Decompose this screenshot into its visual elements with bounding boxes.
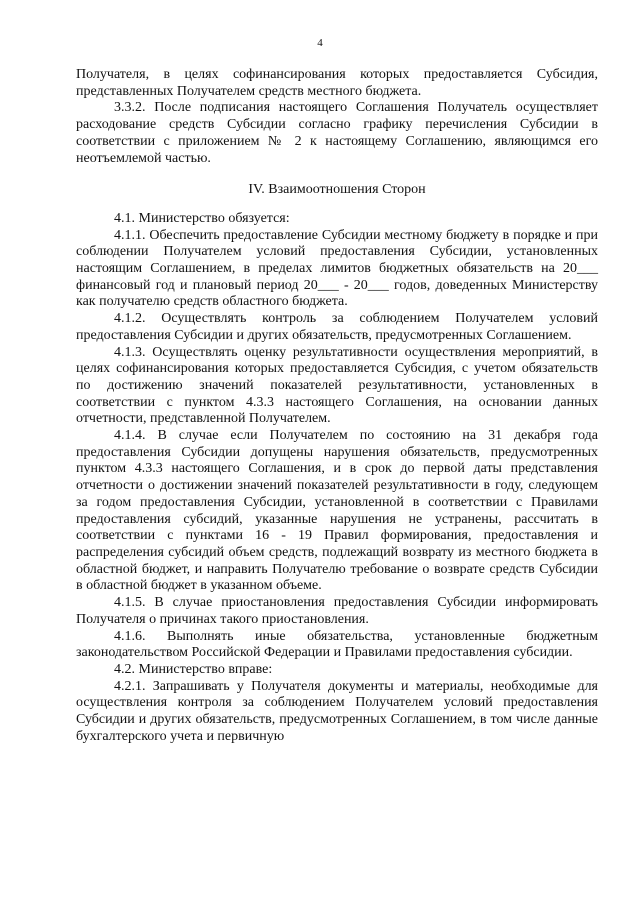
paragraph-4-2-1: 4.2.1. Запрашивать у Получателя документы и материалы, необходимые для осуществления контроля за соблюдением Получателем условий предоставления Субсидии и других обязательств, предусмотренных Соглашением, в том числе данные бухгалтерского учета и первичную [76,678,598,744]
paragraph-4-1-1: 4.1.1. Обеспечить предоставление Субсидии местному бюджету в порядке и при соблюдении Получателем условий предоставления Субсидии, установленных настоящим Соглашением, в пределах лимитов бюджетных обязательств на 20___ финансовый год и плановый период 20___ - 20___ годов, доведенных Министерству как получателю средств областного бюджета. [76,227,598,310]
paragraph-4-1-6: 4.1.6. Выполнять иные обязательства, установленные бюджетным законодательством Российской Федерации и Правилами предоставления субсидии. [76,628,598,661]
paragraph-3-3-2: 3.3.2. После подписания настоящего Соглашения Получатель осуществляет расходование средств Субсидии согласно графику перечисления Субсидии в соответствии с приложением № 2 к настоящему Соглашению, являющимся его неотъемлемой частью. [76,100,598,166]
paragraph-4-1-5: 4.1.5. В случае приостановления предоставления Субсидии информировать Получателя о причинах такого приостановления. [76,595,598,627]
document-body [76,67,598,745]
section-heading: IV. Взаимоотношения Сторон [248,182,426,198]
paragraph-4-1-3: 4.1.3. Осуществлять оценку результативности осуществления мероприятий, в целях софинансирования которых предоставляется Субсидия, с учетом обязательств по достижению значений показателей результативности, установленных в соответствии с пунктом 4.3.3 настоящего Соглашения, на основании данных отчетности, представленной Получателем. [76,344,598,427]
paragraph-4-1-4: 4.1.4. В случае если Получателем по состоянию на 31 декабря года предоставления Субсидии допущены нарушения обязательств, предусмотренных пунктом 4.3.3 настоящего Соглашения, и в срок до первой даты представления отчетности о достижении значений показателей результативности в году, следующем за годом предоставления Субсидии, установленной в соответствии с Правилами предоставления субсидий, указанные нарушения не устранены, рассчитать в соответствии с пунктами 16 - 19 Правил формирования, предоставления и распределения субсидий объем средств, подлежащий возврату из местного бюджета в областной бюджет, и направить Получателю требование о возврате средств Субсидии в областной бюджет в указанном объеме. [76,428,598,594]
page-number: 4 [317,37,323,49]
paragraph-4-2: 4.2. Министерство вправе: [114,661,273,677]
paragraph-4-1-2: 4.1.2. Осуществлять контроль за соблюдением Получателем условий предоставления Субсидии и других обязательств, предусмотренных Соглашением. [76,311,598,343]
paragraph-continuation: Получателя, в целях софинансирования которых предоставляется Субсидия, представленных Получателем средств местного бюджета. [76,67,598,99]
paragraph-4-1: 4.1. Министерство обязуется: [114,210,290,226]
